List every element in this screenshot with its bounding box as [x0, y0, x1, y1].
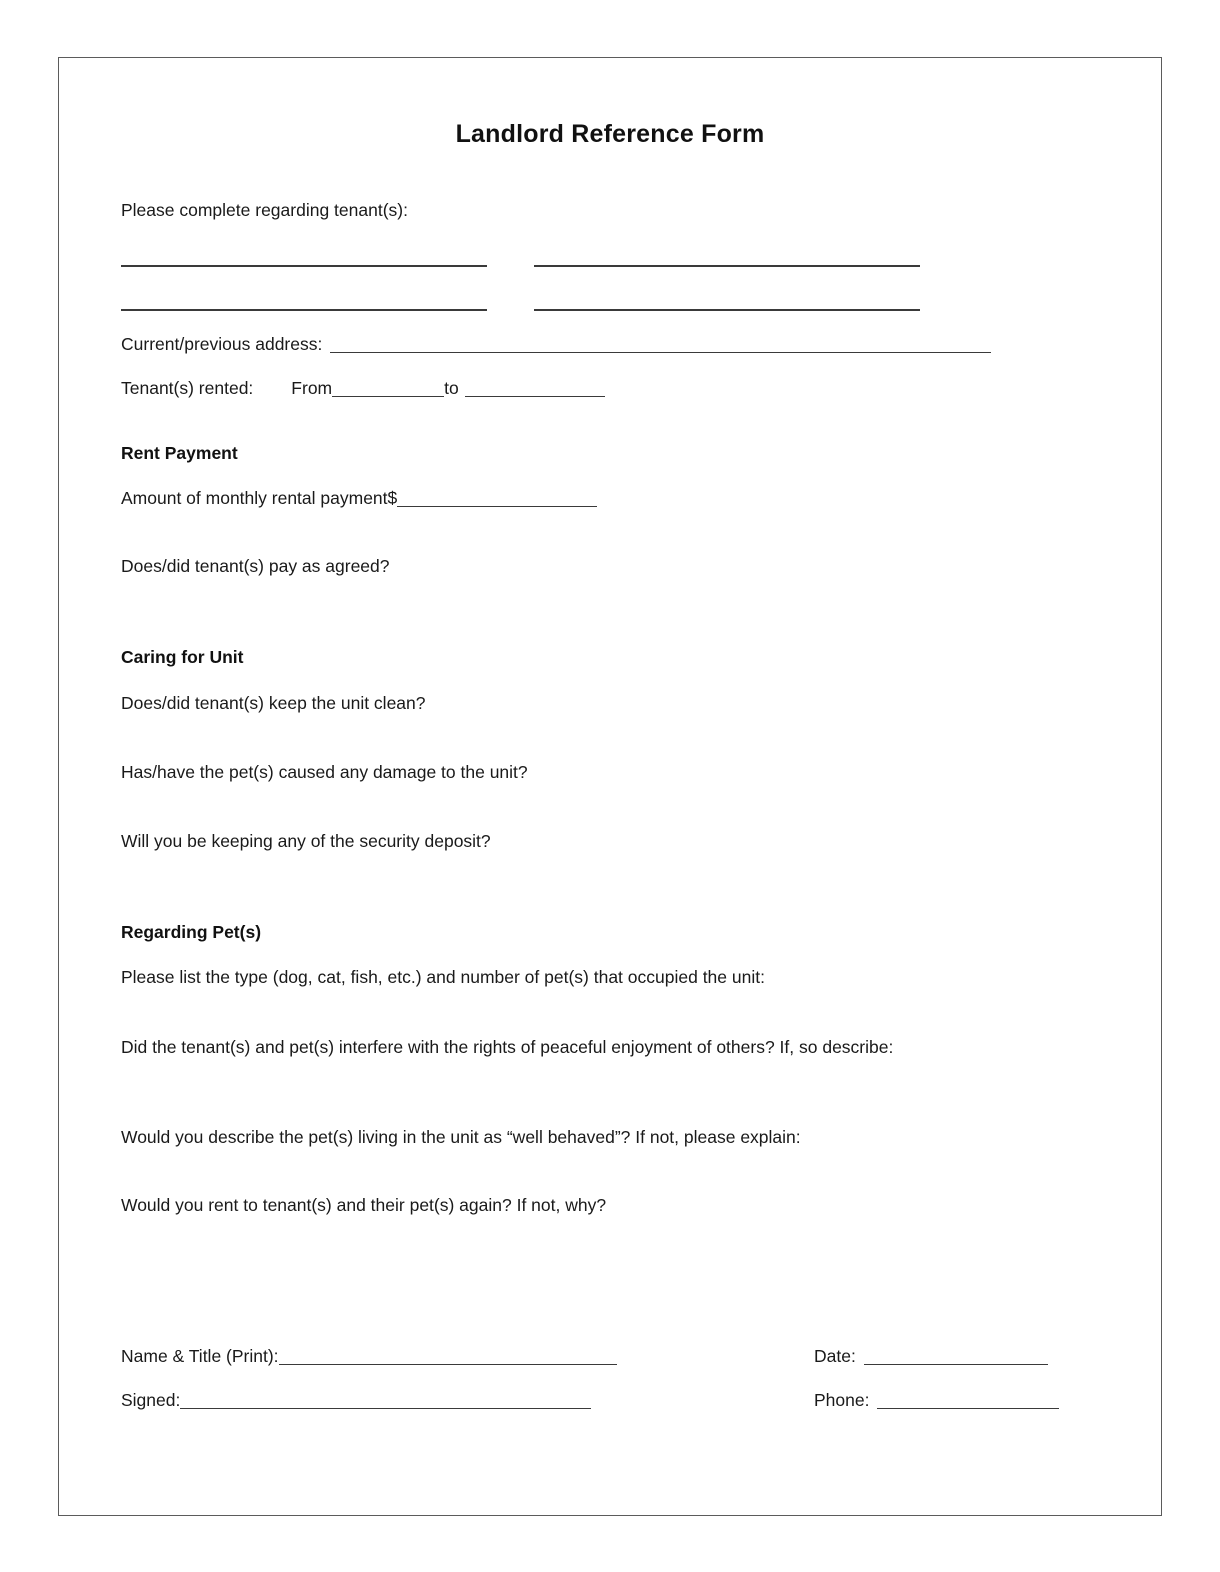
- name-title-row: [121, 1344, 617, 1369]
- rent-amount-currency: $: [387, 488, 398, 508]
- unit-clean-question: Does/did tenant(s) keep the unit clean?: [121, 693, 426, 713]
- address-input[interactable]: [330, 338, 991, 353]
- address-row: [121, 332, 991, 357]
- name-title-label: Name & Title (Print):: [121, 1346, 279, 1366]
- rented-from-input[interactable]: [332, 382, 444, 397]
- rent-amount-input[interactable]: [397, 492, 597, 507]
- rented-label: Tenant(s) rented:: [121, 378, 254, 398]
- rent-paid-as-agreed-question: Does/did tenant(s) pay as agreed?: [121, 556, 390, 576]
- tenant-name-field-top-left[interactable]: [121, 265, 487, 267]
- peaceful-enjoyment-question: Did the tenant(s) and pet(s) interfere with the rights of peaceful enjoyment of others? If, so describe:: [121, 1037, 894, 1057]
- phone-input[interactable]: [877, 1394, 1059, 1409]
- phone-label: Phone:: [814, 1390, 870, 1410]
- phone-row: [814, 1388, 1059, 1413]
- rented-from-label: From: [291, 378, 333, 398]
- tenant-name-field-top-right[interactable]: [534, 265, 920, 267]
- rented-to-label: to: [444, 378, 459, 398]
- intro-text: Please complete regarding tenant(s):: [121, 200, 408, 220]
- tenant-name-field-bottom-left[interactable]: [121, 309, 487, 311]
- section-heading-rent-payment: Rent Payment: [121, 443, 238, 463]
- section-heading-caring-for-unit: Caring for Unit: [121, 647, 244, 667]
- rented-to-input[interactable]: [465, 382, 605, 397]
- document-content: [59, 58, 1161, 1515]
- section-heading-regarding-pets: Regarding Pet(s): [121, 922, 262, 942]
- rented-row: [121, 376, 605, 401]
- signed-label: Signed:: [121, 1390, 181, 1410]
- security-deposit-question: Will you be keeping any of the security deposit?: [121, 831, 491, 851]
- page-title: Landlord Reference Form: [455, 120, 765, 148]
- pet-damage-question: Has/have the pet(s) caused any damage to the unit?: [121, 762, 528, 782]
- rent-amount-row: [121, 486, 597, 511]
- signed-input[interactable]: [180, 1394, 591, 1409]
- date-input[interactable]: [864, 1350, 1048, 1365]
- pet-type-number-question: Please list the type (dog, cat, fish, etc.) and number of pet(s) that occupied the unit:: [121, 967, 765, 987]
- date-label: Date:: [814, 1346, 856, 1366]
- signed-row: [121, 1388, 591, 1413]
- rent-again-question: Would you rent to tenant(s) and their pet(s) again? If not, why?: [121, 1195, 607, 1215]
- tenant-name-field-bottom-right[interactable]: [534, 309, 920, 311]
- name-title-input[interactable]: [279, 1350, 617, 1365]
- rent-amount-label: Amount of monthly rental payment: [121, 488, 388, 508]
- date-row: [814, 1344, 1048, 1369]
- document-page: [58, 57, 1162, 1516]
- address-label: Current/previous address:: [121, 334, 323, 354]
- well-behaved-question: Would you describe the pet(s) living in the unit as “well behaved”? If not, please explain:: [121, 1127, 801, 1147]
